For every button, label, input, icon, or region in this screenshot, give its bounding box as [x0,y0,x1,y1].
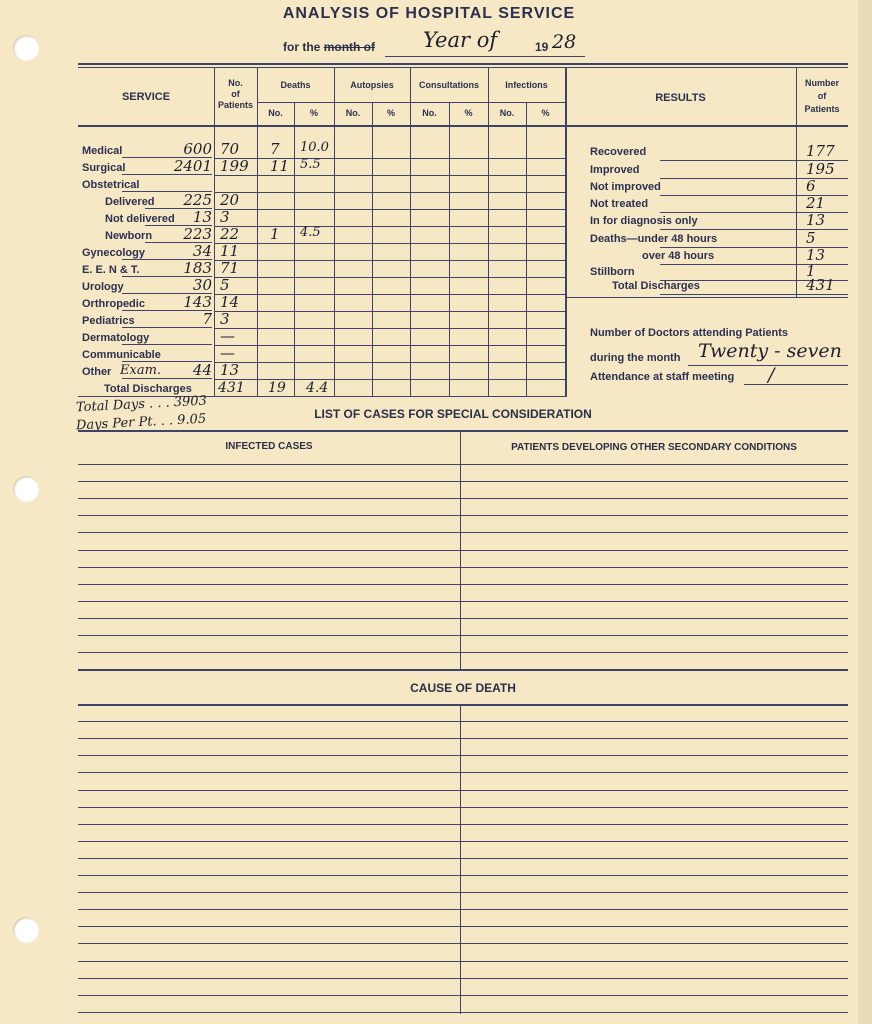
row-rule [214,175,565,176]
deaths-pct-value: 10.0 [300,140,329,155]
result-value: 431 [806,276,835,294]
entry-line [78,550,848,551]
col-infections-header: Infections [505,80,548,90]
col-autopsies-header: Autopsies [350,80,394,90]
rule [78,669,848,671]
entry-line [78,481,848,482]
patients-value: 13 [220,361,240,379]
result-underline [660,264,848,265]
label-underline [122,327,212,328]
row-rule [214,243,565,244]
cause-of-death-header: CAUSE OF DEATH [410,681,516,695]
sub-header-no: No. [499,108,515,118]
entry-line [78,755,848,756]
service-label: Communicable [82,349,161,361]
total-patients-value: 431 [218,380,245,396]
patients-value: 70 [220,140,240,158]
service-label: Other [82,366,112,378]
period-handwritten: Year of [423,28,498,52]
entry-line [78,721,848,722]
rule [460,704,461,1014]
service-label: E. E. N & T. [82,264,140,276]
entry-line [78,601,848,602]
staff-meeting-value: / [768,364,775,386]
result-value: 1 [806,262,816,280]
patients-value: 199 [220,157,249,175]
result-label: Recovered [590,146,647,158]
for-the-label: for the [283,40,321,54]
form-title: ANALYSIS OF HOSPITAL SERVICE [282,5,576,22]
entry-line [78,464,848,465]
deaths-no-value: 1 [270,225,280,243]
result-underline [660,294,848,295]
sub-header-pct: % [464,108,473,118]
deaths-pct-value: 4.5 [300,225,321,240]
entry-line [78,909,848,910]
total-days-note: Total Days . . . 3903 [75,393,208,416]
service-count-handwritten: 13 [192,208,212,226]
entry-line [78,515,848,516]
results-header: RESULTS [655,92,706,104]
entry-line [78,738,848,739]
row-rule [214,226,565,227]
entry-line [78,943,848,944]
row-rule [214,260,565,261]
result-label: over 48 hours [642,250,715,262]
rule [294,102,295,397]
rule [78,63,848,65]
service-count-handwritten: 44 [192,361,212,379]
entry-line [78,532,848,533]
service-label: Pediatrics [82,315,135,327]
sub-header-pct: % [541,108,550,118]
patients-value: 20 [220,191,240,209]
entry-line [78,704,848,706]
service-count-handwritten: 225 [183,191,212,209]
punch-hole [13,917,39,943]
result-label: Stillborn [590,266,635,278]
row-rule [214,192,565,193]
service-label: Surgical [82,162,126,174]
rule [214,67,215,397]
service-count-handwritten: 34 [192,242,212,260]
service-label: Gynecology [82,247,145,259]
row-rule [214,294,565,295]
result-label: Deaths—under 48 hours [590,233,718,245]
result-value: 13 [806,211,826,229]
entry-line [78,567,848,568]
sub-header-no: No. [422,108,437,118]
patients-value: 71 [220,259,240,277]
row-rule [214,345,565,346]
patients-value: 3 [220,310,230,328]
row-rule [214,362,565,363]
period-line [283,40,375,54]
secondary-conditions-header: PATIENTS DEVELOPING OTHER SECONDARY CONDITIONS [511,442,797,453]
year-handwritten: 28 [552,31,577,53]
infected-cases-header: INFECTED CASES [225,441,313,452]
service-label: Obstetrical [82,179,140,191]
label-underline [122,344,212,345]
other-handwritten: Exam. [120,363,162,378]
total-discharges-label: Total Discharges [104,383,192,395]
rule [449,102,450,397]
punch-hole [13,35,39,61]
doctors-value: Twenty - seven [698,340,842,362]
year-prefix: 19 [535,40,549,54]
total-deaths-no-value: 19 [268,380,286,396]
punch-hole [13,476,39,502]
service-label: Dermatology [82,332,150,344]
entry-line [78,824,848,825]
result-label: Not treated [590,198,649,210]
row-rule [214,277,565,278]
rule [78,125,848,127]
col-number-header: Number of Patients [804,78,840,114]
period-underline [385,56,585,57]
entry-line [78,892,848,893]
result-label: Total Discharges [612,280,700,292]
deaths-no-value: 11 [270,157,290,175]
doctors-label: Number of Doctors attending Patients [590,327,789,339]
service-count-handwritten: 7 [202,310,212,328]
entry-line [78,978,848,979]
entry-line [78,858,848,859]
entry-line [78,498,848,499]
result-underline [660,229,848,230]
rule [526,102,527,397]
deaths-pct-value: 5.5 [300,157,321,172]
patients-value: 22 [220,225,240,243]
entry-line [78,961,848,962]
entry-line [78,841,848,842]
struck-month-label: month of [323,40,376,54]
service-count-handwritten: 2401 [173,157,212,175]
result-label: In for diagnosis only [590,215,698,227]
staff-meeting-label: Attendance at staff meeting [590,371,735,383]
sub-header-no: No. [268,108,283,118]
service-label: Not delivered [105,213,175,225]
result-value: 195 [806,160,835,178]
entry-line [78,618,848,619]
patients-value: 14 [220,293,240,311]
patients-value: 11 [220,242,240,260]
sub-header-no: No. [345,108,361,118]
sub-header-pct: % [309,108,318,118]
rule [372,102,373,397]
staff-underline [744,384,848,385]
service-count-handwritten: 30 [192,276,212,294]
result-label: Not improved [590,181,661,193]
patients-value: 5 [220,276,230,294]
row-rule [214,311,565,312]
special-title: LIST OF CASES FOR SPECIAL CONSIDERATION [314,407,592,421]
row-rule [214,379,565,380]
rule [565,297,848,298]
col-service-header: SERVICE [121,91,171,103]
result-value: 5 [806,229,816,247]
entry-line [78,875,848,876]
row-rule [214,209,565,210]
sub-header-pct: % [386,108,395,118]
rule [565,67,567,397]
days-per-patient-note: Days Per Pt. . . 9.05 [75,411,207,434]
entry-line [78,807,848,808]
result-value: 21 [806,194,826,212]
entry-line [78,635,848,636]
service-count-handwritten: 600 [183,140,212,158]
entry-line [78,652,848,653]
row-rule [214,158,565,159]
result-value: 177 [806,142,835,160]
service-count-handwritten: 143 [183,293,212,311]
service-label: Urology [82,281,124,293]
result-value: 13 [806,246,826,264]
service-count-handwritten: 183 [183,259,212,277]
entry-line [78,1012,848,1013]
service-count-handwritten: 223 [183,225,212,243]
service-label: Medical [82,145,123,157]
entry-line [78,790,848,791]
entry-line [78,772,848,773]
entry-line [78,584,848,585]
patients-value: 3 [220,208,230,226]
paper-edge [858,0,872,1024]
col-patients-header: No. of Patients [217,78,253,110]
patients-value: — [220,344,235,362]
result-underline [660,178,848,179]
patients-value: — [220,327,235,345]
col-consultations-header: Consultations [419,80,479,90]
row-rule [214,328,565,329]
doctors-month-label: during the month [590,352,681,364]
rule [78,430,848,432]
rule [257,102,565,103]
entry-line [78,926,848,927]
service-label: Newborn [105,230,153,242]
service-label: Orthropedic [82,298,145,310]
result-value: 6 [806,177,816,195]
total-deaths-pct-value: 4.4 [306,380,329,396]
result-label: Improved [590,164,640,176]
col-deaths-header: Deaths [280,80,311,90]
entry-line [78,995,848,996]
deaths-no-value: 7 [270,140,280,158]
service-label: Delivered [105,196,155,208]
rule [78,67,848,68]
